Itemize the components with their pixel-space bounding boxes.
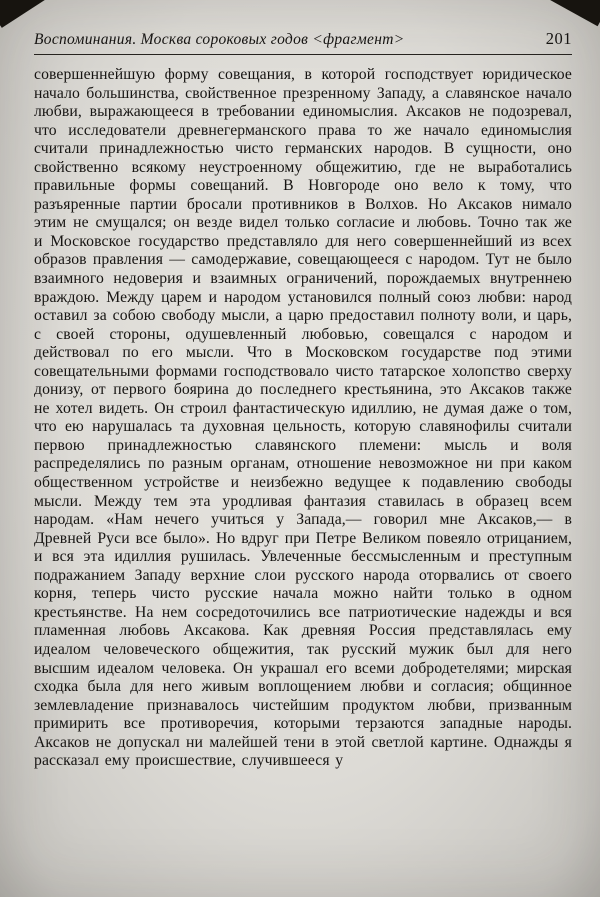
page-body (34, 66, 572, 889)
page-number: 201 (545, 29, 572, 48)
page-header (34, 29, 572, 49)
body-paragraph: совершеннейшую форму совещания, в которой господствует юридическое начало большинства, свойственное презренному Западу, а славянское начало любви, выражающееся в требовании единомыслия. Аксаков не подозревал, что исследователи древнегерманского права то же начало единомыслия считали принадлежностью чисто германских народов. В сущности, оно свойственно всякому неустроенному общежитию, где не выработались правильные формы совещаний. В Новгороде оно вело к тому, что разъяренные партии бросали противников в Волхов. Но Аксаков нимало этим не смущался; он везде видел только согласие и любовь. Точно так же и Московское государство представляло для него совершеннейший из всех образов правления — самодержавие, совещающееся с народом. Тут не было взаимного недоверия и взаимных ограничений, порождаемых внутреннею враждою. Между царем и народом установился полный союз любви: народ оставил за собою свободу мысли, а царю предоставил полноту воли, и царь, с своей стороны, одушевленный любовью, совещался с народом и действовал по его мысли. Что в Московском государстве под этими совещательными формами господствовало чисто татарское холопство сверху донизу, от первого боярина до последнего крестьянина, это Аксаков также не хотел видеть. Он строил фантастическую идиллию, не думая даже о том, что ею нарушалась та духовная цельность, которую славянофилы считали первою принадлежностью славянского племени: мысль и воля распределялись по разным органам, отношение невозможное ни при каком общественном устройстве и неизбежно ведущее к подавлению свободы мысли. Между тем эта уродливая фантазия ставилась в образец всем народам. «Нам нечего учиться у Запада,— говорил мне Аксаков,— в Древней Руси все было». Но вдруг при Петре Великом повеяло отрицанием, и вся эта идиллия рушилась. Увлеченные бессмысленным и преступным подражанием Западу верхние слои русского народа оторвались от своего корня, теперь чисто русские начала можно найти только в одном крестьянстве. На нем сосредоточились все патриотические надежды и вся пламенная любовь Аксакова. Как древняя Россия представлялась ему идеалом человеческого общежития, так русский мужик был для него высшим идеалом человека. Он украшал его всеми добродетелями; мирская сходка была для него живым воплощением любви и согласия; общинное землевладение признавалось чистейшим продуктом любви, призванным примирить все противоречия, которыми терзаются западные народы. Аксаков не допускал ни малейшей тени в этой светлой картине. Однажды я рассказал ему происшествие, случившееся у (34, 66, 572, 770)
scan-artifact-top-left (0, 0, 45, 28)
scan-artifact-top-right (547, 0, 600, 26)
header-rule (34, 54, 572, 55)
running-title: Воспоминания. Москва сороковых годов <фрагмент> (34, 31, 405, 48)
